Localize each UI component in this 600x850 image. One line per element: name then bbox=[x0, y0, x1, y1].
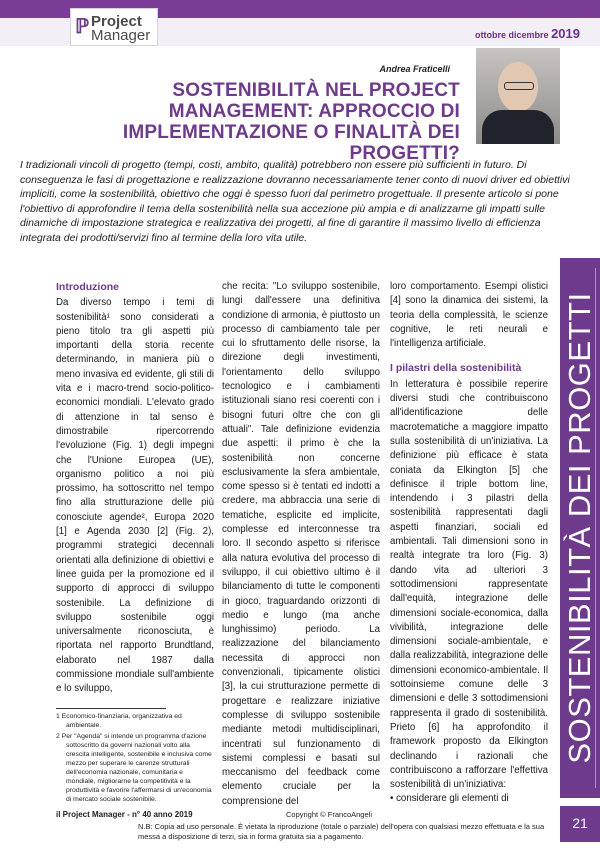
column-3-text-a: loro comportamento. Esempi olistici [4] sono la dinamica dei sistemi, la teoria della complessità, le scienze cognitive, le reti neurali e l'intelligenza artificiale. bbox=[390, 281, 548, 350]
page-header bbox=[0, 0, 600, 46]
issue-year: 2019 bbox=[551, 26, 580, 41]
article-title: SOSTENIBILITÀ NEL PROJECT MANAGEMENT: APPROCCIO DI IMPLEMENTAZIONE O FINALITÀ DEI PROGETTI? bbox=[122, 80, 460, 164]
column-3 bbox=[390, 280, 548, 807]
footer-copyright: Copyright © FrancoAngeli bbox=[286, 810, 372, 819]
author-photo bbox=[476, 48, 560, 144]
logo-line2: Manager bbox=[91, 27, 151, 44]
footnotes bbox=[56, 708, 214, 806]
column-2 bbox=[222, 280, 380, 809]
footnote-divider bbox=[56, 708, 166, 709]
footer-notice: N.B: Copia ad uso personale. È vietata la riproduzione (totale o parziale) dell'opera con qualsiasi mezzo effettuata e la sua messa a disposizione di terzi, sia in forma gratuita sia a pagamento. bbox=[138, 822, 545, 841]
column-3-text-b: In letteratura è possibile reperire diversi studi che contribuiscono all'identificazione delle macrotematiche a maggiore impatto sulla sostenibilità di un'iniziativa. La definizione più efficace è stata coniata da Elkington [5] che definisce il triple bottom line, intendendo i 3 pilastri della sostenibilità rappresentati dagli aspetti finanziari, sociali ed ambientali. Tali dimensioni sono in realtà integrate tra loro (Fig. 3) dando vita ad ulteriori 3 sottodimensioni rappresentate dall'equità, integrazione delle dimensioni sociale-economica, dalla vivibilità, integrazione delle dimensioni sociale-ambientale, e dalla realizzabilità, integrazione delle dimensioni economico-ambientale. Il sottoinsieme comune delle 3 dimensioni e delle 3 sottodimensioni rappresenta il grado di sostenibilità. Prieto [6] ha approfondito il framework proposto da Elkington declinando i razionali che contribuiscono a rafforzare l'effettiva sostenibilità di un'iniziativa: bbox=[390, 378, 548, 791]
page-footer bbox=[56, 810, 545, 841]
section-sidebar bbox=[560, 258, 600, 798]
column-1 bbox=[56, 280, 214, 697]
column-2-text: che recita: "Lo sviluppo sostenibile, lungi dall'essere una definitiva condizione di armonia, è piuttosto un processo di cambiamento tale per cui lo sfruttamento delle risorse, la direzione degli investimenti, l'orientamento dello sviluppo tecnologico e i cambiamenti istituzionali siano resi coerenti con i bisogni futuri oltre che con gli attuali". Tale definizione evidenzia due aspetti: il primo è che la sostenibilità non concerne esclusivamente la sfera ambientale, come spesso si è tentati ed indotti a credere, ma abbraccia una serie di tematiche, esplicite ed implicite, complesse ed interconnesse tra loro. Il secondo aspetto si riferisce alla natura evolutiva del processo di sviluppo, il cui obiettivo ultimo è il bilanciamento di tutte le componenti in gioco, traguardando orizzonti di medio e lungo (ma anche lunghissimo) periodo. La realizzazione del bilanciamento necessita di approcci non convenzionali, tipicamente olistici [3], la cui strutturazione permette di progettare e realizzare iniziative complesse di sviluppo sostenibile mediante metodi multidisciplinari, incentrati sul funzionamento di sistemi complessi e basati sul meccanismo del feedback come elemento cruciale per la comprensione del bbox=[222, 281, 380, 807]
logo-line1: Project bbox=[91, 13, 142, 30]
footnote-2: 2 Per "Agenda" si intende un programma d'azione sottoscritto da governi nazionali volto alla crescita intelligente, sostenibile e inclusiva come mezzo per superare le carenze strutturali dell'economia nazionale, comunitaria e mondiale, migliorarne la competitività e la produttività e favorire l'affermarsi di un'economia di mercato sociale sostenibile. bbox=[56, 733, 212, 803]
section-heading-pillars: I pilastri della sostenibilità bbox=[390, 362, 522, 375]
magazine-logo bbox=[70, 8, 158, 46]
issue-months: ottobre dicembre bbox=[475, 30, 549, 40]
page-number-box bbox=[560, 806, 600, 842]
column-3-bullet: • considerare gli elementi di bbox=[390, 793, 509, 805]
author-name: Andrea Fraticelli bbox=[379, 64, 450, 74]
section-heading-intro: Introduzione bbox=[56, 281, 119, 293]
article-abstract: I tradizionali vincoli di progetto (tempi, costi, ambito, qualità) potrebbero non essere più sufficienti in futuro. Di conseguenza le fasi di progettazione e realizzazione dovranno necessariamente tener conto di nuovi driver ed obiettivi impliciti, come la sostenibilità, obiettivo che oggi è spesso fuori dal perimetro progettuale. Il presente articolo si pone l'obiettivo di approfondire il tema della sostenibilità nella sua accezione più ampia e di analizzarne gli impatti sulle dinamiche di impostazione strategica e realizzativa dei progetti, al fine di garantire il massimo livello di efficienza integrata dei prodotti/servizi fino al termine della loro vita utile. bbox=[20, 159, 570, 244]
footer-magazine: il Project Manager - n° 40 anno 2019 bbox=[56, 810, 193, 819]
column-1-text: Da diverso tempo i temi di sostenibilità¹ sono considerati a pieno titolo tra gli aspetti più importanti della storia recente determinando, in maniera più o meno invasiva ed evidente, gli stili di vita e i macro-trend socio-politico-economici mondiali. L'elevato grado di attenzione in tal senso è dimostrabile ripercorrendo l'evoluzione (Fig. 1) degli impegni che l'Unione Europea (UE), organismo politico a noi più prossimo, ha sottoscritto nel tempo fino alla strutturazione delle più conosciute agende², Europa 2020 [1] e Agenda 2030 [2] (Fig. 2), programmi strategici decennali orientati alla definizione di obiettivi e linee guida per la promozione ed il supporto di approcci di sviluppo sostenibile. La definizione di sviluppo sostenibile oggi universalmente riconosciuta, è riportata nel rapporto Brundtland, elaborato nel 1987 dalla commissione mondiale sull'ambiente e lo sviluppo, bbox=[56, 297, 214, 695]
issue-label bbox=[475, 26, 580, 41]
page-number: 21 bbox=[572, 815, 588, 831]
logo-mark-icon: ℙ bbox=[75, 16, 90, 38]
footnote-1: 1 Economico-finanziaria, organizzativa ed ambientale. bbox=[56, 713, 182, 729]
sidebar-section-title: SOSTENIBILITÀ DEI PROGETTI bbox=[562, 292, 597, 764]
